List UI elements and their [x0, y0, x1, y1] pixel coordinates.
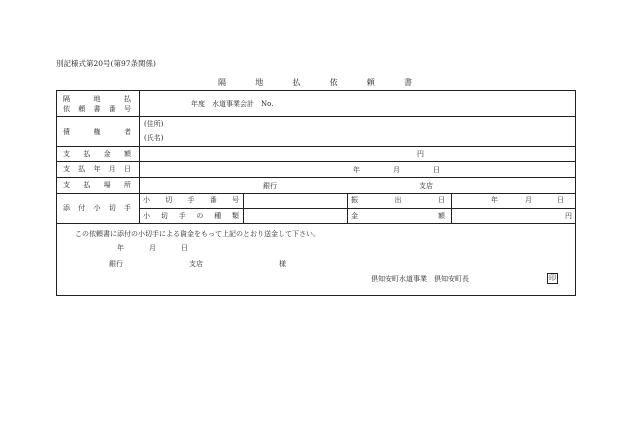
- label-issue-date: 振 出 日: [351, 196, 445, 204]
- column-divider: [139, 91, 140, 223]
- label-payment-place: 支 払 場 所: [63, 181, 131, 189]
- row-divider: [57, 177, 575, 178]
- request-month-unit: 月: [149, 244, 156, 252]
- column-divider: [451, 193, 452, 223]
- recipient-branch: 支店: [189, 260, 203, 268]
- label-request-number: 依 頼 書 番 号: [63, 105, 131, 113]
- date-month-unit: 月: [393, 166, 400, 174]
- bank-label: 銀行: [263, 182, 277, 190]
- title-char: 依: [329, 78, 338, 87]
- branch-label: 支店: [419, 182, 433, 190]
- request-statement: この依頼書に添付の小切手による資金をもって上記のとおり送金して下さい。: [75, 230, 320, 238]
- recipient-honorific: 様: [279, 260, 286, 268]
- amount-unit-yen: 円: [417, 150, 424, 158]
- form-number-note: 別記様式第20号(第97条関係): [56, 59, 156, 68]
- issuer-name: 倶知安町水道事業 倶知安町長: [371, 275, 469, 283]
- request-day-unit: 日: [181, 244, 188, 252]
- check-amount-yen: 円: [565, 212, 572, 220]
- date-day-unit: 日: [433, 166, 440, 174]
- fiscal-account-text: 年度 水道事業会計 No.: [191, 100, 274, 108]
- row-divider: [139, 208, 575, 209]
- seal-mark: 印: [549, 274, 556, 282]
- row-divider: [57, 223, 575, 224]
- row-divider: [57, 116, 575, 117]
- title-char: 頼: [366, 78, 375, 87]
- label-check-type: 小 切 手 の 種 類: [143, 212, 239, 220]
- recipient-bank: 銀行: [109, 260, 123, 268]
- label-payment-amount: 支 払 金 額: [63, 150, 131, 158]
- issue-month-unit: 月: [525, 196, 532, 204]
- title-char: 隔: [218, 78, 226, 87]
- date-year-unit: 年: [353, 166, 360, 174]
- document-title: [218, 77, 412, 91]
- column-divider: [347, 193, 348, 223]
- title-char: 書: [403, 78, 412, 87]
- title-char: 払: [292, 78, 301, 87]
- title-char: 地: [255, 78, 264, 87]
- column-divider: [243, 193, 244, 223]
- label-remote-payment: 隔 地 払: [63, 95, 131, 103]
- request-year-unit: 年: [117, 244, 124, 252]
- label-creditor: 債 権 者: [63, 128, 131, 136]
- name-label: (氏名): [144, 134, 164, 142]
- row-divider: [57, 161, 575, 162]
- issue-year-unit: 年: [491, 196, 498, 204]
- label-check-amount: 金 額: [351, 212, 445, 220]
- row-divider: [57, 146, 575, 147]
- row-divider: [57, 193, 575, 194]
- label-payment-date: 支 払 年 月 日: [63, 165, 131, 173]
- request-form-table: [56, 90, 576, 296]
- issue-day-unit: 日: [557, 196, 564, 204]
- label-check-number: 小 切 手 番 号: [143, 196, 239, 204]
- label-attached-check: 添 付 小 切 手: [63, 204, 131, 212]
- address-label: (住所): [144, 120, 164, 128]
